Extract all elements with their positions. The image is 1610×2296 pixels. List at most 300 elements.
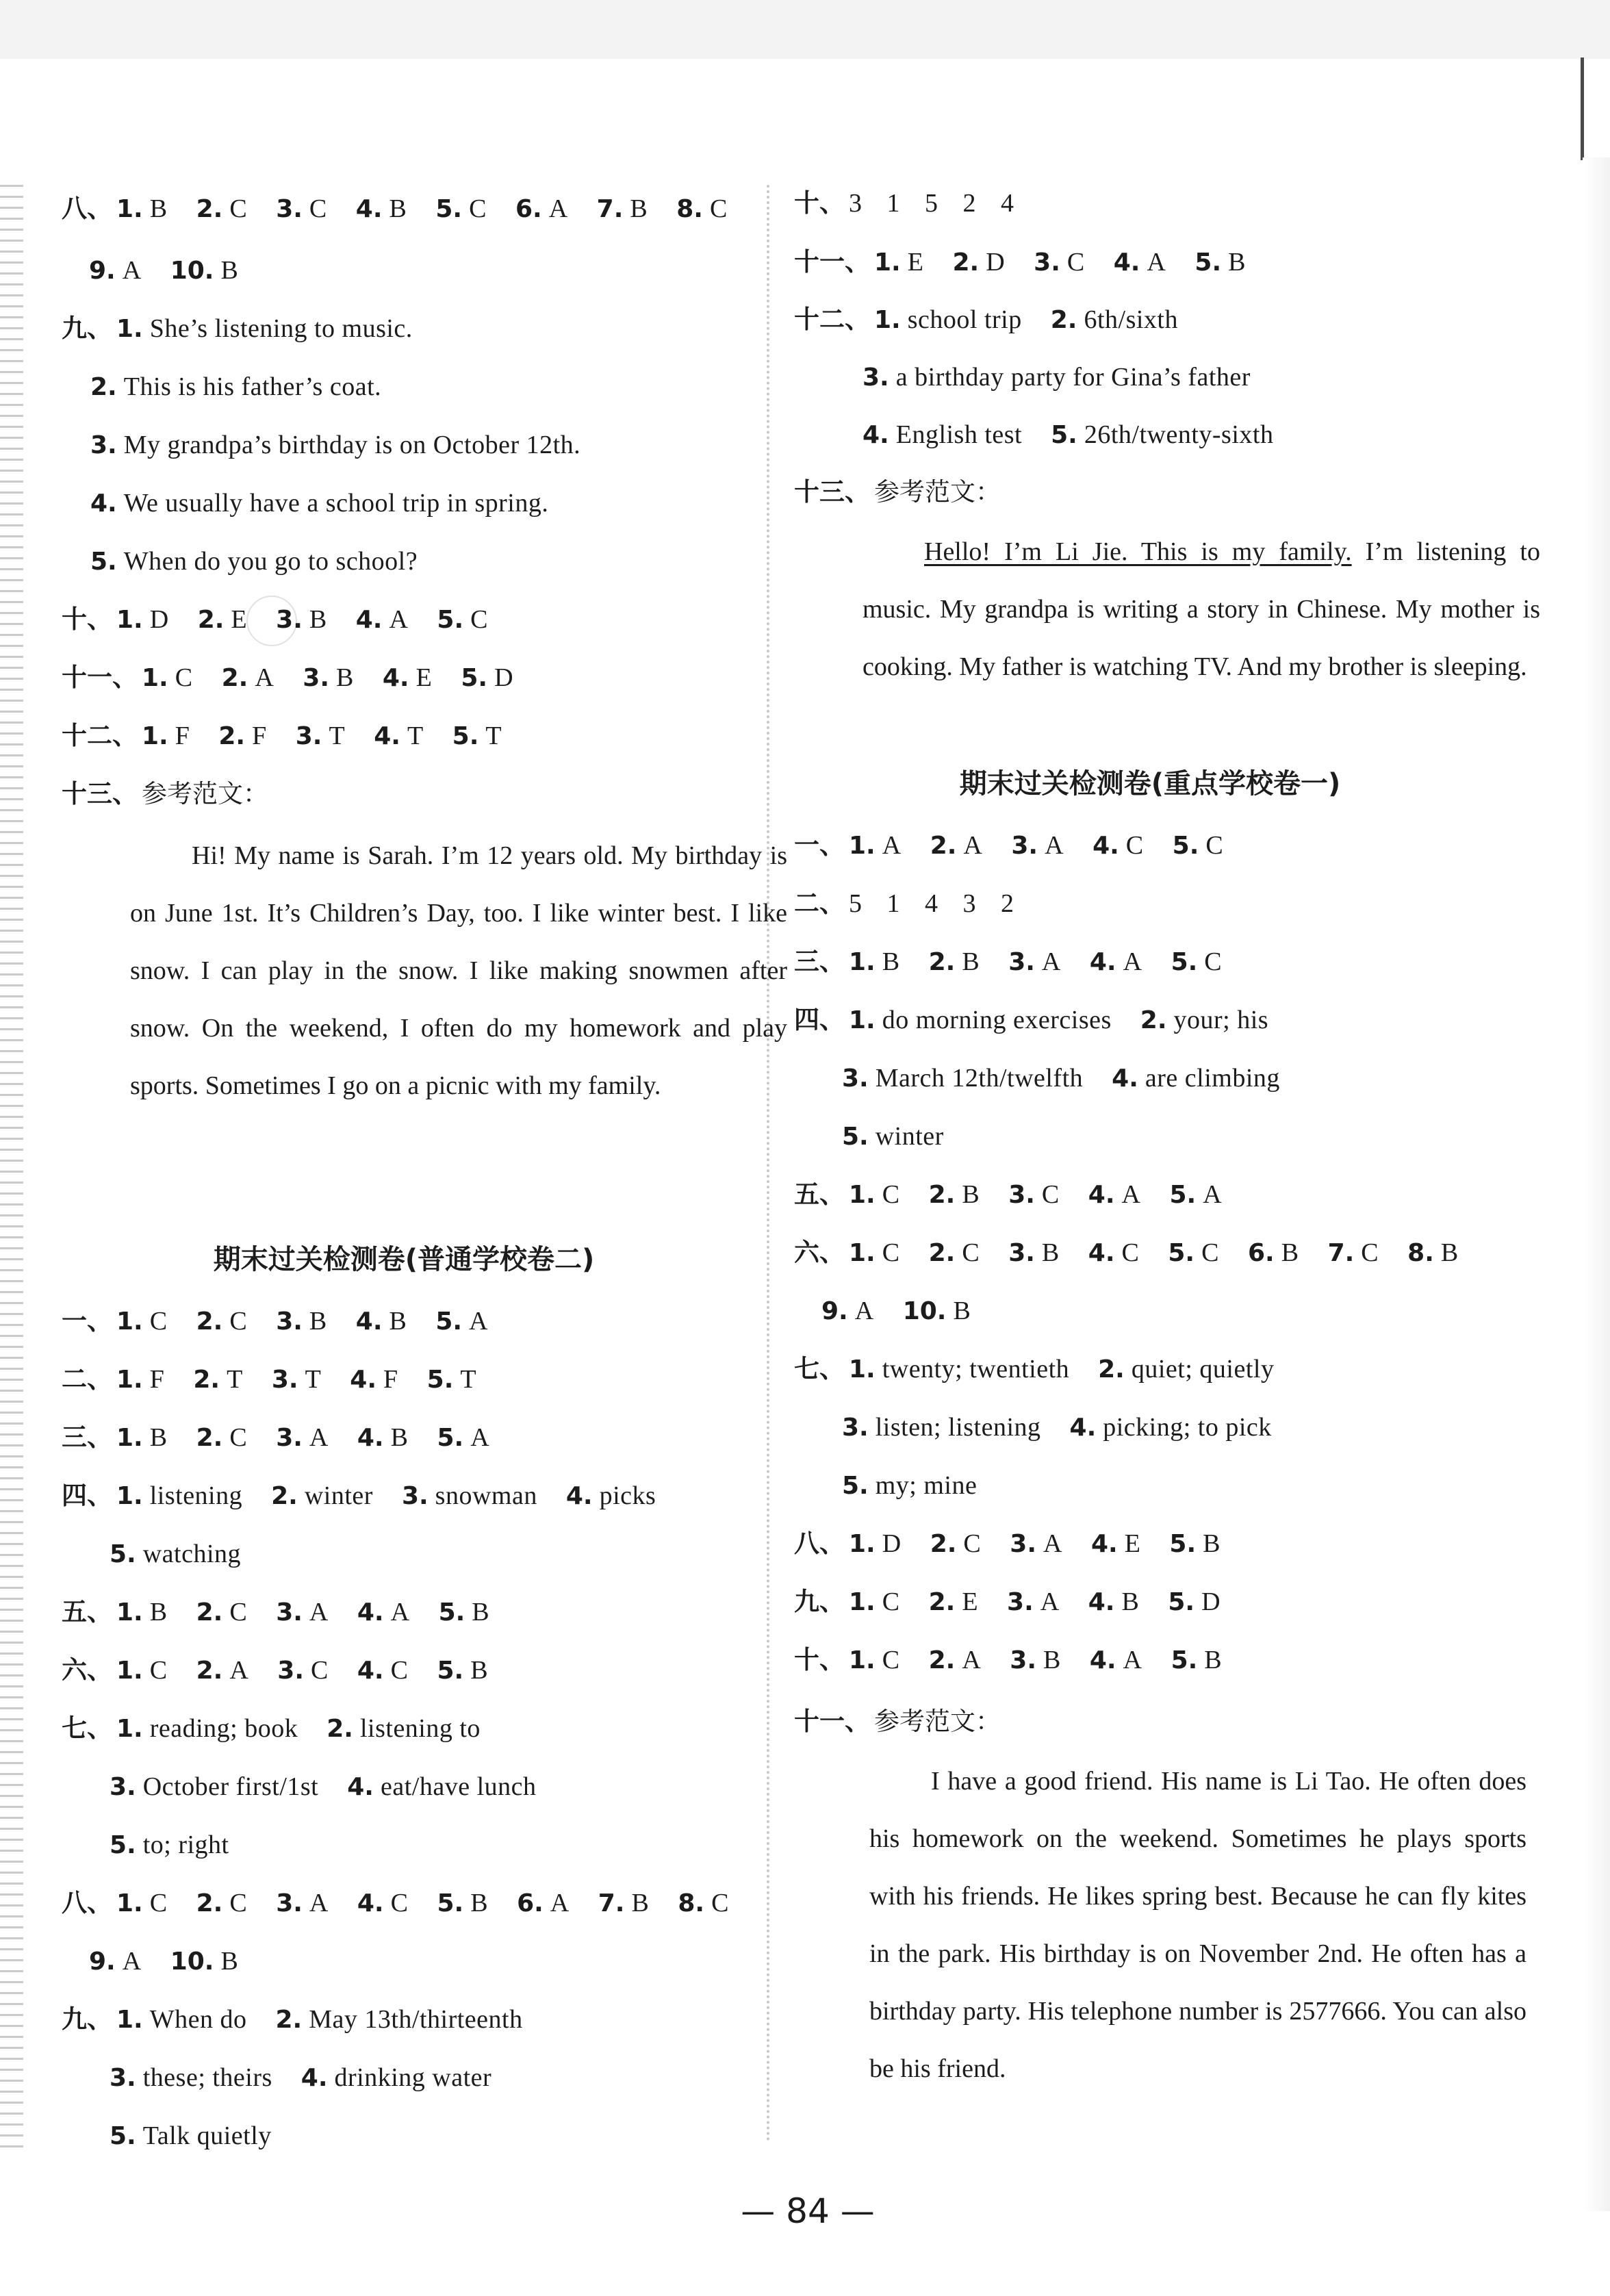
item-number: 4. bbox=[350, 1366, 377, 1394]
section-label: 三、 bbox=[794, 947, 845, 976]
item-number: 2. bbox=[327, 1715, 353, 1743]
item-answer: C bbox=[1125, 831, 1144, 860]
item-answer: E bbox=[1124, 1529, 1141, 1558]
answer-item bbox=[357, 1414, 409, 1462]
answer-item bbox=[427, 1355, 476, 1404]
section-label: 六、 bbox=[62, 1655, 112, 1685]
answer-item bbox=[1010, 1636, 1061, 1685]
item-answer: B bbox=[149, 194, 168, 223]
item-answer: When do bbox=[149, 2005, 247, 2034]
answer-item bbox=[1090, 938, 1142, 986]
answer-item bbox=[929, 1171, 980, 1219]
answer-item bbox=[439, 1588, 490, 1637]
item-answer: F bbox=[252, 722, 267, 750]
item-number: 5. bbox=[90, 548, 117, 576]
item-answer: A bbox=[122, 1947, 142, 1976]
answer-item bbox=[842, 1112, 944, 1161]
answer-item bbox=[1140, 996, 1268, 1045]
item-number: 5. bbox=[1169, 1181, 1197, 1209]
binding-edge bbox=[0, 185, 23, 2156]
page-number: — 84 — bbox=[741, 2191, 875, 2231]
section-9-label: 九、 bbox=[62, 314, 112, 343]
item-number: 1. bbox=[116, 1366, 143, 1394]
exam2-section-8-row-2 bbox=[89, 1937, 267, 1985]
answer-item bbox=[356, 185, 407, 233]
item-number: 5. bbox=[437, 1424, 464, 1452]
exam1-section-10-row bbox=[794, 1636, 1251, 1684]
item-answer: these; theirs bbox=[142, 2063, 272, 2092]
exam1-section-7-row bbox=[794, 1345, 1303, 1393]
item-answer: C bbox=[311, 1656, 329, 1685]
item-answer: D bbox=[1201, 1587, 1221, 1616]
item-answer: C bbox=[229, 1307, 248, 1336]
item-answer: C bbox=[149, 1307, 168, 1336]
item-answer: B bbox=[220, 256, 239, 285]
item-answer: reading; book bbox=[149, 1714, 298, 1743]
ordering-answer: 5 1 4 3 2 bbox=[849, 889, 1014, 918]
item-answer: B bbox=[1440, 1238, 1459, 1267]
section-label: 十一、 bbox=[62, 663, 138, 692]
item-answer: C bbox=[962, 1238, 980, 1267]
item-number: 4. bbox=[382, 664, 409, 692]
exam1-section-11-title bbox=[794, 1698, 1005, 1746]
item-answer: C bbox=[390, 1889, 409, 1917]
item-answer: D bbox=[882, 1529, 902, 1558]
section-label: 一、 bbox=[794, 830, 845, 860]
item-number: 5. bbox=[1169, 1530, 1197, 1558]
exam1-section-4-row bbox=[794, 996, 1297, 1044]
answer-item bbox=[1008, 1229, 1060, 1277]
item-answer: A bbox=[1203, 1180, 1223, 1209]
section-12-row bbox=[62, 712, 531, 760]
answer-item bbox=[1088, 1229, 1140, 1277]
answer-item bbox=[1088, 1171, 1141, 1219]
item-number: 3. bbox=[1008, 1181, 1035, 1209]
answer-item bbox=[271, 1472, 373, 1520]
item-number: 3. bbox=[303, 664, 330, 692]
item-number: 4. bbox=[374, 722, 400, 750]
item-number: 9. bbox=[821, 1297, 848, 1325]
item-number: 3. bbox=[842, 1414, 869, 1442]
item-number: 2. bbox=[275, 2006, 303, 2034]
item-number: 1. bbox=[116, 1424, 143, 1452]
item-answer: B bbox=[470, 1656, 489, 1685]
item-number: 2. bbox=[196, 195, 223, 223]
item-number: 8. bbox=[1407, 1239, 1434, 1267]
answer-item bbox=[110, 1821, 229, 1870]
answer-sentence: My grandpa’s birthday is on October 12th. bbox=[123, 431, 581, 459]
answer-item bbox=[1007, 1578, 1060, 1627]
answer-item bbox=[842, 1403, 1041, 1452]
item-answer: B bbox=[149, 1423, 168, 1452]
item-answer: T bbox=[460, 1365, 477, 1394]
item-answer: A bbox=[962, 1646, 982, 1674]
sample-essay-title: 参考范文： bbox=[874, 477, 1001, 507]
item-number: 2. bbox=[90, 373, 117, 401]
item-answer: B bbox=[1228, 248, 1247, 277]
exam2-section-3-row bbox=[62, 1414, 518, 1462]
item-answer: A bbox=[882, 831, 902, 860]
item-number: 1. bbox=[874, 248, 901, 277]
item-number: 2. bbox=[196, 1657, 223, 1685]
answer-item bbox=[849, 1229, 900, 1277]
section-13-label: 十三、 bbox=[62, 779, 138, 808]
item-answer: listen; listening bbox=[875, 1413, 1041, 1442]
section-label: 六、 bbox=[794, 1238, 845, 1267]
item-number: 2. bbox=[928, 1181, 956, 1209]
exam-2-heading: 期末过关检测卷(普通学校卷二) bbox=[213, 1244, 595, 1275]
answer-item bbox=[929, 1229, 980, 1277]
answer-item bbox=[116, 1297, 168, 1346]
answer-item bbox=[678, 1879, 729, 1928]
item-number: 5. bbox=[110, 2122, 136, 2150]
item-number: 5. bbox=[1171, 1646, 1198, 1674]
exam2-section-9-row-3 bbox=[110, 2112, 301, 2160]
item-answer: May 13th/thirteenth bbox=[309, 2005, 523, 2034]
item-answer: winter bbox=[875, 1122, 944, 1151]
item-number: 1. bbox=[116, 1889, 143, 1917]
item-answer: A bbox=[390, 1598, 410, 1627]
item-number: 5. bbox=[1194, 248, 1222, 277]
answer-item bbox=[1090, 1636, 1142, 1685]
item-number: 1. bbox=[849, 1588, 876, 1616]
item-number: 4. bbox=[1088, 1239, 1115, 1267]
sample-essay-text: Hi! My name is Sarah. I’m 12 years old. My birthday is on June 1st. It’s Children’s Day, too. I like winter best. I like snow. I can play in the snow. I like making snowmen after snow. On the weekend, I often do my homework and play sports. Sometimes I go on a picnic with my family. bbox=[130, 841, 787, 1100]
answer-item bbox=[566, 1472, 656, 1520]
section-11-row bbox=[62, 654, 542, 702]
item-answer: Talk quietly bbox=[142, 2121, 272, 2150]
section-label: 十二、 bbox=[794, 305, 870, 334]
item-number: 4. bbox=[1113, 248, 1140, 277]
item-number: 2. bbox=[271, 1482, 298, 1510]
answer-item bbox=[347, 1763, 536, 1811]
item-number: 2. bbox=[196, 1598, 223, 1627]
answer-item bbox=[849, 821, 902, 870]
item-answer: D bbox=[986, 248, 1006, 277]
item-number: 4. bbox=[357, 1598, 384, 1627]
section-9-line-5 bbox=[90, 537, 418, 585]
answer-item bbox=[874, 296, 1022, 344]
item-answer: A bbox=[548, 194, 568, 223]
answer-item bbox=[1034, 238, 1085, 287]
sample-essay-title: 参考范文： bbox=[142, 779, 268, 808]
section-12-row bbox=[794, 296, 1207, 344]
item-answer: A bbox=[854, 1297, 874, 1325]
sample-essay-text: I have a good friend. His name is Li Tao. He often does his homework on the weekend. Sometimes he plays sports with his friends. He likes spring best. Because he can fly kites in the park. His birthday is on November 2nd. He often has a birthday party. His telephone number is 2577666. You can also be his friend. bbox=[869, 1767, 1526, 2083]
item-answer: A bbox=[1043, 1529, 1062, 1558]
answer-item bbox=[89, 246, 142, 295]
item-number: 3. bbox=[90, 431, 117, 459]
section-label: 十一、 bbox=[794, 247, 870, 277]
item-answer: picking; to pick bbox=[1103, 1413, 1272, 1442]
item-number: 4. bbox=[357, 1889, 384, 1917]
item-number: 1. bbox=[849, 1181, 876, 1209]
answer-item bbox=[276, 1588, 329, 1637]
item-number: 5. bbox=[842, 1472, 869, 1500]
section-label: 七、 bbox=[794, 1354, 845, 1383]
answer-item bbox=[116, 1414, 168, 1462]
item-number: 3. bbox=[401, 1482, 429, 1510]
answer-item bbox=[517, 1879, 570, 1928]
section-label: 八、 bbox=[62, 194, 112, 223]
item-number: 7. bbox=[596, 195, 624, 223]
item-number: 3. bbox=[110, 1773, 136, 1801]
answer-item bbox=[862, 353, 1251, 402]
item-number: 6. bbox=[517, 1889, 544, 1917]
item-number: 3. bbox=[271, 1366, 298, 1394]
item-number: 5. bbox=[1168, 1588, 1195, 1616]
section-9-line-4 bbox=[90, 479, 548, 527]
section-9-line-3 bbox=[90, 421, 580, 469]
item-answer: B bbox=[630, 194, 648, 223]
item-number: 2. bbox=[1050, 306, 1077, 334]
section-9-line-2 bbox=[90, 363, 381, 411]
item-number: 3. bbox=[842, 1064, 869, 1093]
answer-item bbox=[272, 1355, 321, 1404]
item-number: 3. bbox=[295, 722, 322, 750]
item-number: 5. bbox=[1171, 948, 1198, 976]
item-number: 9. bbox=[89, 257, 116, 285]
answer-item bbox=[1328, 1229, 1379, 1277]
item-number: 4. bbox=[1088, 1588, 1115, 1616]
item-answer: C bbox=[229, 1423, 248, 1452]
item-answer: F bbox=[383, 1365, 398, 1394]
item-number: 2. bbox=[930, 1530, 957, 1558]
scan-edge-mark bbox=[1581, 58, 1584, 160]
answer-item bbox=[1008, 938, 1061, 986]
section-label: 四、 bbox=[794, 1005, 845, 1034]
answer-item bbox=[296, 712, 345, 761]
item-number: 5. bbox=[438, 1598, 465, 1627]
answer-item bbox=[1173, 821, 1224, 870]
exam1-section-4-row-3 bbox=[842, 1112, 973, 1160]
item-number: 8. bbox=[678, 1889, 705, 1917]
item-answer: E bbox=[231, 605, 248, 634]
item-answer: E bbox=[907, 248, 924, 277]
item-number: 1. bbox=[116, 1598, 143, 1627]
exam2-section-9-row-2 bbox=[110, 2054, 520, 2102]
item-answer: A bbox=[309, 1423, 329, 1452]
answer-item bbox=[515, 185, 568, 233]
answer-item bbox=[929, 938, 980, 986]
answer-item bbox=[383, 654, 432, 702]
section-2-label: 二、 bbox=[794, 889, 845, 918]
answer-item bbox=[116, 596, 169, 644]
answer-item bbox=[402, 1472, 537, 1520]
item-answer: C bbox=[175, 663, 193, 692]
answer-item bbox=[849, 1171, 900, 1219]
item-number: 2. bbox=[928, 1588, 956, 1616]
exam2-section-5-row bbox=[62, 1588, 518, 1636]
item-number: 2. bbox=[196, 1889, 223, 1917]
item-number: 1. bbox=[116, 1308, 143, 1336]
item-answer: eat/have lunch bbox=[380, 1772, 537, 1801]
item-number: 8. bbox=[676, 195, 703, 223]
item-number: 5. bbox=[452, 722, 479, 750]
item-number: 3. bbox=[276, 195, 303, 223]
exam2-section-7-row bbox=[62, 1705, 509, 1752]
item-number: 7. bbox=[1327, 1239, 1355, 1267]
answer-item bbox=[374, 712, 423, 761]
exam2-section-4-row-2 bbox=[110, 1530, 270, 1578]
answer-item bbox=[116, 1995, 246, 2044]
column-divider bbox=[767, 185, 769, 2143]
item-answer: A bbox=[229, 1656, 249, 1685]
item-number: 9. bbox=[89, 1948, 116, 1976]
item-number: 3. bbox=[277, 1657, 305, 1685]
section-13-label: 十三、 bbox=[794, 477, 870, 507]
exam1-section-4-row-2 bbox=[842, 1054, 1309, 1102]
answer-item bbox=[116, 1472, 242, 1520]
answer-item bbox=[116, 1705, 298, 1753]
item-answer: C bbox=[882, 1646, 900, 1674]
item-answer: October first/1st bbox=[142, 1772, 319, 1801]
item-answer: A bbox=[963, 831, 983, 860]
item-answer: D bbox=[149, 605, 169, 634]
page-right-shadow bbox=[1583, 157, 1610, 2211]
item-number: 5. bbox=[461, 664, 488, 692]
exam2-section-6-row bbox=[62, 1646, 517, 1694]
answer-item bbox=[356, 596, 409, 644]
item-number: 10. bbox=[902, 1297, 947, 1325]
item-answer: B bbox=[1121, 1587, 1140, 1616]
section-label: 三、 bbox=[62, 1423, 112, 1452]
answer-item bbox=[1407, 1229, 1459, 1277]
item-answer: C bbox=[1066, 248, 1085, 277]
item-number: 4. bbox=[355, 606, 383, 634]
item-number: 5. bbox=[435, 195, 463, 223]
item-answer: school trip bbox=[907, 305, 1022, 334]
item-answer: B bbox=[309, 1307, 327, 1336]
item-answer: C bbox=[882, 1180, 900, 1209]
item-number: 1. bbox=[142, 722, 168, 750]
item-number: 2. bbox=[197, 606, 225, 634]
item-answer: a birthday party for Gina’s father bbox=[895, 363, 1251, 392]
essay-body: I’m listening to music. My grandpa is writing a story in Chinese. My mother is cooking. My father is watching TV. And my brother is sleeping. bbox=[862, 537, 1540, 681]
item-answer: C bbox=[882, 1587, 900, 1616]
section-label: 四、 bbox=[62, 1481, 112, 1510]
answer-item bbox=[89, 1937, 142, 1986]
item-answer: T bbox=[227, 1365, 243, 1394]
exam2-section-1-row bbox=[62, 1297, 517, 1345]
exam2-section-8-row bbox=[62, 1879, 758, 1927]
answer-item bbox=[193, 1355, 242, 1404]
answer-item bbox=[849, 996, 1112, 1045]
item-answer: do morning exercises bbox=[882, 1006, 1112, 1034]
item-answer: B bbox=[472, 1598, 490, 1627]
answer-item bbox=[116, 1646, 168, 1695]
item-answer: drinking water bbox=[334, 2063, 492, 2092]
item-number: 10. bbox=[170, 257, 214, 285]
answer-sentence: We usually have a school trip in spring. bbox=[123, 489, 549, 518]
answer-item bbox=[198, 596, 247, 644]
answer-item bbox=[437, 1414, 489, 1462]
item-number: 10. bbox=[170, 1948, 214, 1976]
item-number: 2. bbox=[928, 948, 956, 976]
item-number: 4. bbox=[347, 1773, 374, 1801]
answer-item bbox=[327, 1705, 481, 1753]
item-number: 4. bbox=[1069, 1414, 1097, 1442]
item-answer: F bbox=[175, 722, 190, 750]
item-answer: A bbox=[1123, 947, 1142, 976]
answer-item bbox=[116, 1355, 164, 1404]
answer-item bbox=[116, 1879, 168, 1928]
answer-item bbox=[598, 1879, 650, 1928]
item-answer: C bbox=[309, 194, 327, 223]
answer-item bbox=[142, 654, 193, 702]
answer-sentence: When do you go to school? bbox=[123, 547, 418, 576]
item-number: 1. bbox=[116, 1715, 143, 1743]
item-answer: A bbox=[1045, 831, 1064, 860]
answer-item bbox=[276, 185, 327, 233]
item-answer: C bbox=[1041, 1180, 1060, 1209]
item-number: 1. bbox=[116, 195, 143, 223]
item-answer: B bbox=[962, 1180, 980, 1209]
answer-item bbox=[1092, 821, 1144, 870]
answer-item bbox=[1008, 1171, 1060, 1219]
item-number: 5. bbox=[1168, 1239, 1195, 1267]
item-number: 4. bbox=[355, 195, 383, 223]
exam2-section-7-row-2 bbox=[110, 1763, 565, 1811]
section-10-ordering-row bbox=[794, 179, 1014, 227]
item-answer: quiet; quietly bbox=[1131, 1355, 1275, 1383]
item-answer: A bbox=[255, 663, 274, 692]
answer-item bbox=[435, 185, 487, 233]
answer-item bbox=[1051, 411, 1273, 459]
answer-item bbox=[1169, 1520, 1221, 1568]
item-number: 3. bbox=[276, 1889, 303, 1917]
answer-item bbox=[1248, 1229, 1299, 1277]
section-8-row bbox=[62, 185, 756, 233]
item-answer: B bbox=[390, 1423, 409, 1452]
section-13-title bbox=[62, 770, 272, 818]
answer-item bbox=[116, 185, 168, 233]
item-answer: English test bbox=[895, 420, 1023, 449]
answer-item bbox=[1194, 238, 1246, 287]
item-answer: twenty; twentieth bbox=[882, 1355, 1070, 1383]
item-answer: C bbox=[963, 1529, 982, 1558]
item-answer: C bbox=[149, 1656, 168, 1685]
exam1-section-7-row-2 bbox=[842, 1403, 1301, 1451]
answer-item bbox=[170, 246, 239, 295]
item-number: 4. bbox=[1092, 832, 1119, 860]
answer-item bbox=[110, 2054, 272, 2102]
item-number: 6. bbox=[1247, 1239, 1275, 1267]
section-12-row-3 bbox=[862, 411, 1302, 459]
answer-item bbox=[930, 821, 983, 870]
answer-item bbox=[110, 2112, 272, 2160]
item-number: 5. bbox=[426, 1366, 454, 1394]
section-label: 十、 bbox=[794, 1645, 845, 1674]
item-answer: C bbox=[390, 1656, 409, 1685]
item-number: 4. bbox=[90, 489, 117, 518]
item-number: 2. bbox=[196, 1308, 223, 1336]
item-answer: March 12th/twelfth bbox=[875, 1064, 1084, 1093]
item-answer: A bbox=[1123, 1646, 1142, 1674]
item-answer: C bbox=[711, 1889, 729, 1917]
item-number: 3. bbox=[276, 1308, 303, 1336]
answer-item bbox=[276, 596, 327, 644]
item-answer: B bbox=[882, 947, 900, 976]
answer-item bbox=[1171, 938, 1223, 986]
item-number: 6. bbox=[515, 195, 542, 223]
item-answer: listening to bbox=[359, 1714, 481, 1743]
item-answer: C bbox=[149, 1889, 168, 1917]
answer-item bbox=[196, 1297, 248, 1346]
item-number: 2. bbox=[218, 722, 246, 750]
item-answer: T bbox=[305, 1365, 322, 1394]
item-number: 3. bbox=[1008, 1239, 1035, 1267]
